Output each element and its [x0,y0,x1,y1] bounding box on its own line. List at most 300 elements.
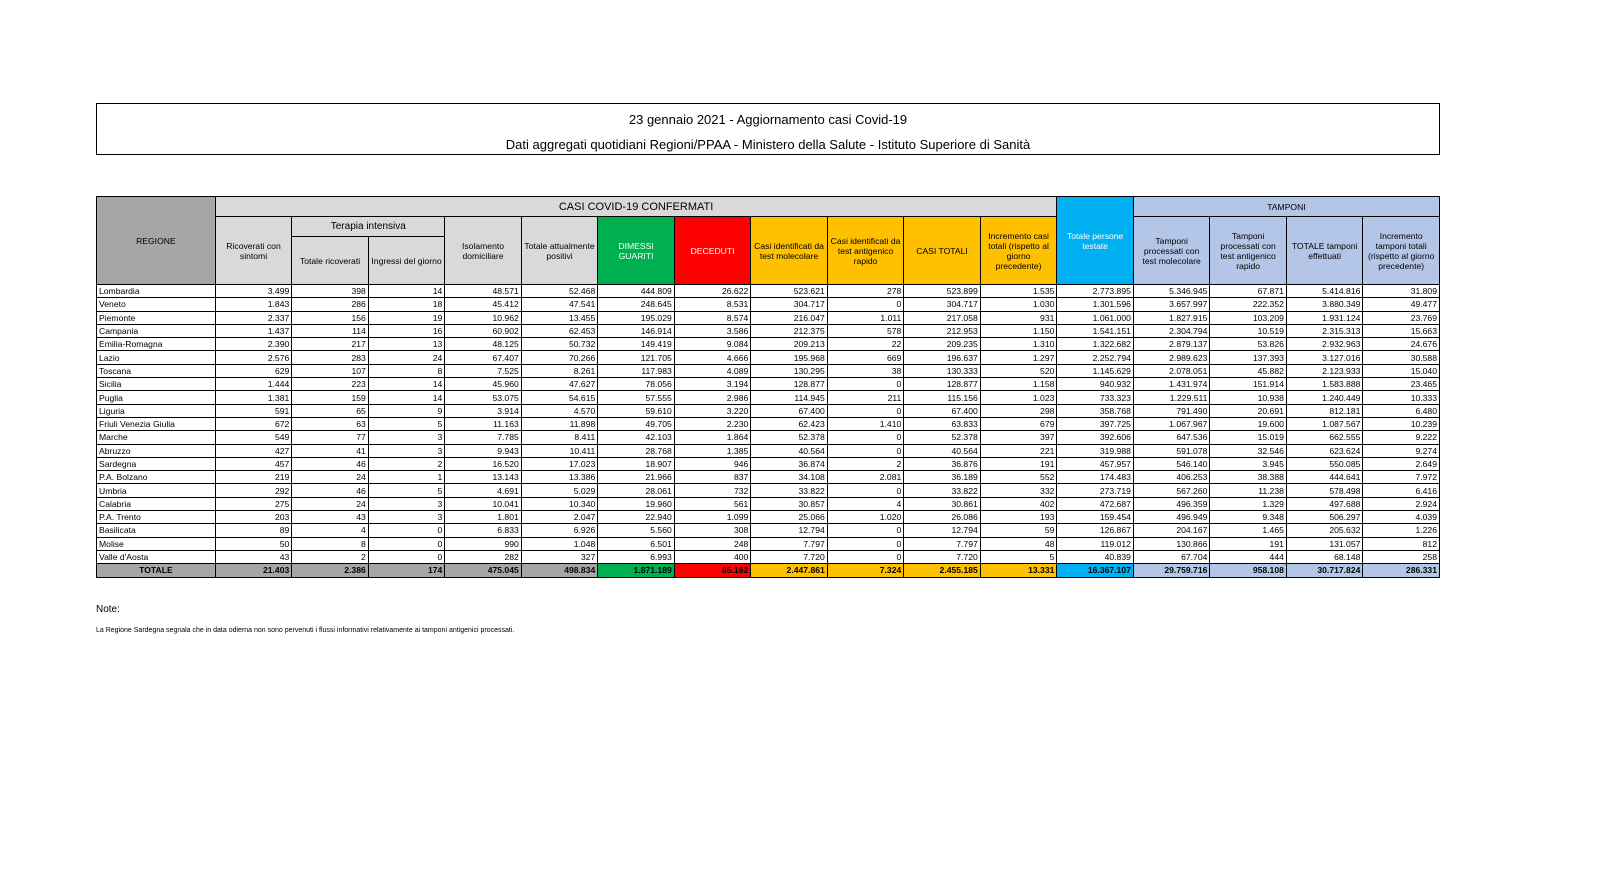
table-row [97,497,1440,510]
table-cell: 0 [368,537,445,550]
region-name: Liguria [97,404,216,417]
table-cell: 10.340 [521,497,598,510]
table-cell: 506.297 [1286,511,1363,524]
table-cell: 1.864 [674,431,751,444]
table-cell: 217 [292,338,369,351]
table-cell: 2 [368,457,445,470]
table-cell: 45.882 [1210,364,1287,377]
table-cell: 22.940 [598,511,675,524]
table-cell: 19.600 [1210,417,1287,430]
table-row [97,298,1440,311]
table-cell: 1.329 [1210,497,1287,510]
table-cell: 5.560 [598,524,675,537]
table-cell: 292 [215,484,292,497]
table-cell: 103.209 [1210,311,1287,324]
table-cell: 13.455 [521,311,598,324]
table-cell: 1.583.888 [1286,378,1363,391]
table-cell: 4.570 [521,404,598,417]
table-cell: 115.156 [904,391,981,404]
report-title: 23 gennaio 2021 - Aggiornamento casi Covid-19 [628,112,908,127]
table-cell: 940.932 [1057,378,1134,391]
total-cell: 16.367.107 [1057,564,1134,577]
table-cell: 623.624 [1286,444,1363,457]
table-cell: 2.337 [215,311,292,324]
region-name: Campania [97,324,216,337]
table-cell: 48 [980,537,1057,550]
table-cell: 457.957 [1057,457,1134,470]
table-cell: 1.048 [521,537,598,550]
col-casi-molecolare: Casi identificati da test molecolare [751,217,828,285]
table-cell: 2.230 [674,417,751,430]
table-cell: 21.966 [598,471,675,484]
table-cell: 9 [368,404,445,417]
table-cell: 732 [674,484,751,497]
table-cell: 496.949 [1133,511,1210,524]
table-row [97,351,1440,364]
table-cell: 9.274 [1363,444,1440,457]
total-cell: 498.834 [521,564,598,577]
table-cell: 17.023 [521,457,598,470]
table-cell: 40.839 [1057,550,1134,563]
table-cell: 23.465 [1363,378,1440,391]
table-cell: 126.867 [1057,524,1134,537]
table-cell: 46 [292,484,369,497]
table-cell: 1.020 [827,511,904,524]
table-cell: 1.067.967 [1133,417,1210,430]
region-name: Piemonte [97,311,216,324]
table-cell: 47.627 [521,378,598,391]
table-cell: 3.127.016 [1286,351,1363,364]
table-cell: 31.809 [1363,285,1440,298]
table-cell: 59 [980,524,1057,537]
report-subtitle: Dati aggregati quotidiani Regioni/PPAA - Ministero della Salute - Istituto Superiore di Sanità [505,137,1031,152]
table-cell: 2 [292,550,369,563]
col-incremento-casi: Incremento casi totali (rispetto al giorno precedente) [980,217,1057,285]
table-cell: 191 [980,457,1057,470]
covid-cases-table [96,196,1440,578]
table-cell: 1.229.511 [1133,391,1210,404]
table-cell: 146.914 [598,324,675,337]
table-cell: 3.194 [674,378,751,391]
table-cell: 209.235 [904,338,981,351]
table-cell: 4.666 [674,351,751,364]
table-cell: 2.576 [215,351,292,364]
table-cell: 3.914 [445,404,522,417]
table-cell: 223 [292,378,369,391]
table-cell: 70.266 [521,351,598,364]
table-cell: 7.797 [904,537,981,550]
table-cell: 520 [980,364,1057,377]
table-cell: 1.158 [980,378,1057,391]
table-cell: 36.876 [904,457,981,470]
table-cell: 117.983 [598,364,675,377]
table-cell: 28.768 [598,444,675,457]
table-cell: 1.310 [980,338,1057,351]
region-name: Toscana [97,364,216,377]
table-cell: 9.084 [674,338,751,351]
table-cell: 1.801 [445,511,522,524]
table-cell: 6.480 [1363,404,1440,417]
table-cell: 43 [215,550,292,563]
table-cell: 791.490 [1133,404,1210,417]
table-row [97,511,1440,524]
table-cell: 23.769 [1363,311,1440,324]
table-cell: 77 [292,431,369,444]
table-row [97,457,1440,470]
col-persone-testate: Totale persone testate [1057,197,1134,285]
table-cell: 0 [368,524,445,537]
region-name: Abruzzo [97,444,216,457]
table-cell: 15.040 [1363,364,1440,377]
table-cell: 402 [980,497,1057,510]
table-cell: 273.719 [1057,484,1134,497]
table-cell: 25.066 [751,511,828,524]
table-cell: 9.222 [1363,431,1440,444]
table-cell: 18.907 [598,457,675,470]
table-row [97,550,1440,563]
table-cell: 193 [980,511,1057,524]
col-tamponi-totale: TOTALE tamponi effettuati [1286,217,1363,285]
table-cell: 89 [215,524,292,537]
table-cell: 1.431.974 [1133,378,1210,391]
table-cell: 3 [368,444,445,457]
table-cell: 47.541 [521,298,598,311]
table-cell: 45.412 [445,298,522,311]
region-name: P.A. Bolzano [97,471,216,484]
table-cell: 552 [980,471,1057,484]
table-cell: 4.089 [674,364,751,377]
table-cell: 0 [827,484,904,497]
table-cell: 549 [215,431,292,444]
table-cell: 30.588 [1363,351,1440,364]
table-cell: 216.047 [751,311,828,324]
table-cell: 319.988 [1057,444,1134,457]
col-dimessi-guariti: DIMESSI GUARITI [598,217,675,285]
table-cell: 286 [292,298,369,311]
table-cell: 7.525 [445,364,522,377]
table-row [97,444,1440,457]
table-cell: 1.011 [827,311,904,324]
table-cell: 6.416 [1363,484,1440,497]
table-cell: 38 [827,364,904,377]
col-ti-ingressi: Ingressi del giorno [368,237,445,285]
table-cell: 304.717 [904,298,981,311]
table-cell: 8 [368,364,445,377]
table-cell: 46 [292,457,369,470]
table-cell: 16.520 [445,457,522,470]
table-cell: 629 [215,364,292,377]
table-cell: 398 [292,285,369,298]
table-cell: 5 [368,417,445,430]
table-cell: 54.615 [521,391,598,404]
table-cell: 42.103 [598,431,675,444]
table-cell: 221 [980,444,1057,457]
table-cell: 5.029 [521,484,598,497]
table-cell: 222.352 [1210,298,1287,311]
table-cell: 30.861 [904,497,981,510]
group-tamponi: TAMPONI [1133,197,1439,217]
table-cell: 5 [368,484,445,497]
table-cell: 13.143 [445,471,522,484]
table-cell: 7.720 [751,550,828,563]
table-cell: 26.086 [904,511,981,524]
table-cell: 10.239 [1363,417,1440,430]
table-cell: 523.621 [751,285,828,298]
table-cell: 4 [292,524,369,537]
region-name: Marche [97,431,216,444]
table-cell: 211 [827,391,904,404]
table-cell: 159.454 [1057,511,1134,524]
table-cell: 1.145.629 [1057,364,1134,377]
table-cell: 212.953 [904,324,981,337]
table-cell: 57.555 [598,391,675,404]
table-cell: 62.423 [751,417,828,430]
table-cell: 4 [827,497,904,510]
table-cell: 457 [215,457,292,470]
table-cell: 151.914 [1210,378,1287,391]
table-cell: 591.078 [1133,444,1210,457]
total-row [97,564,1440,577]
table-cell: 26.622 [674,285,751,298]
table-cell: 672 [215,417,292,430]
table-cell: 2.390 [215,338,292,351]
table-cell: 400 [674,550,751,563]
table-cell: 946 [674,457,751,470]
table-cell: 10.519 [1210,324,1287,337]
table-row [97,417,1440,430]
table-cell: 2.924 [1363,497,1440,510]
table-cell: 24 [292,471,369,484]
table-cell: 67.407 [445,351,522,364]
table-cell: 30.857 [751,497,828,510]
table-cell: 0 [827,298,904,311]
table-cell: 48.125 [445,338,522,351]
table-cell: 41 [292,444,369,457]
table-cell: 15.019 [1210,431,1287,444]
table-cell: 2.989.623 [1133,351,1210,364]
table-cell: 45.960 [445,378,522,391]
table-row [97,285,1440,298]
group-terapia-intensiva: Terapia intensiva [292,217,445,237]
table-cell: 1.297 [980,351,1057,364]
table-cell: 174.483 [1057,471,1134,484]
table-cell: 561 [674,497,751,510]
table-cell: 14 [368,391,445,404]
table-cell: 0 [827,537,904,550]
table-cell: 119.012 [1057,537,1134,550]
table-cell: 130.295 [751,364,828,377]
table-row [97,311,1440,324]
table-cell: 327 [521,550,598,563]
table-cell: 128.877 [751,378,828,391]
table-cell: 53.075 [445,391,522,404]
total-cell: 2.447.861 [751,564,828,577]
table-cell: 2.081 [827,471,904,484]
table-cell: 212.375 [751,324,828,337]
table-cell: 358.768 [1057,404,1134,417]
table-cell: 1.150 [980,324,1057,337]
table-cell: 9.943 [445,444,522,457]
total-cell: 174 [368,564,445,577]
table-cell: 1.226 [1363,524,1440,537]
table-cell: 209.213 [751,338,828,351]
table-cell: 217.058 [904,311,981,324]
table-cell: 444 [1210,550,1287,563]
table-cell: 6.993 [598,550,675,563]
table-cell: 472.687 [1057,497,1134,510]
table-cell: 567.260 [1133,484,1210,497]
table-row [97,484,1440,497]
table-cell: 733.323 [1057,391,1134,404]
table-cell: 0 [827,444,904,457]
table-cell: 304.717 [751,298,828,311]
total-cell: 475.045 [445,564,522,577]
table-cell: 15.663 [1363,324,1440,337]
total-cell: 2.455.185 [904,564,981,577]
table-cell: 114.945 [751,391,828,404]
table-cell: 283 [292,351,369,364]
table-cell: 130.866 [1133,537,1210,550]
table-cell: 38.388 [1210,471,1287,484]
table-cell: 59.610 [598,404,675,417]
table-row [97,471,1440,484]
table-cell: 2.315.313 [1286,324,1363,337]
table-cell: 931 [980,311,1057,324]
table-cell: 11.898 [521,417,598,430]
table-cell: 1.465 [1210,524,1287,537]
total-cell: 2.386 [292,564,369,577]
table-cell: 9.348 [1210,511,1287,524]
table-cell: 52.468 [521,285,598,298]
table-cell: 128.877 [904,378,981,391]
table-cell: 159 [292,391,369,404]
col-tamponi-molecolare: Tamponi processati con test molecolare [1133,217,1210,285]
table-cell: 444.809 [598,285,675,298]
table-cell: 63.833 [904,417,981,430]
table-cell: 444.641 [1286,471,1363,484]
table-cell: 10.041 [445,497,522,510]
table-cell: 0 [827,378,904,391]
region-name: Lazio [97,351,216,364]
table-cell: 1.437 [215,324,292,337]
col-casi-antigenico: Casi identificati da test antigenico rapido [827,217,904,285]
table-cell: 63 [292,417,369,430]
table-cell: 3 [368,497,445,510]
table-cell: 1.535 [980,285,1057,298]
table-cell: 3 [368,511,445,524]
notes-label: Note: [96,604,120,615]
table-cell: 65 [292,404,369,417]
table-cell: 36.874 [751,457,828,470]
group-casi-confermati: CASI COVID-19 CONFERMATI [215,197,1057,217]
total-cell: 13.331 [980,564,1057,577]
table-cell: 275 [215,497,292,510]
table-cell: 11.163 [445,417,522,430]
table-cell: 7.785 [445,431,522,444]
table-cell: 19 [368,311,445,324]
col-ricoverati: Ricoverati con sintomi [215,217,292,285]
table-cell: 67.400 [904,404,981,417]
table-cell: 49.477 [1363,298,1440,311]
table-cell: 2.252.794 [1057,351,1134,364]
table-cell: 812.181 [1286,404,1363,417]
table-cell: 52.378 [751,431,828,444]
table-cell: 67.400 [751,404,828,417]
table-cell: 406.253 [1133,471,1210,484]
table-row [97,378,1440,391]
table-cell: 68.148 [1286,550,1363,563]
total-cell: 7.324 [827,564,904,577]
table-cell: 67.871 [1210,285,1287,298]
table-cell: 278 [827,285,904,298]
table-cell: 6.833 [445,524,522,537]
table-cell: 0 [827,431,904,444]
region-name: Puglia [97,391,216,404]
table-cell: 990 [445,537,522,550]
table-cell: 195.029 [598,311,675,324]
region-name: Emilia-Romagna [97,338,216,351]
total-label: TOTALE [97,564,216,577]
table-row [97,431,1440,444]
table-cell: 14 [368,378,445,391]
table-cell: 2.932.963 [1286,338,1363,351]
col-tamponi-incremento: Incremento tamponi totali (rispetto al giorno precedente) [1363,217,1440,285]
table-cell: 8 [292,537,369,550]
table-cell: 34.108 [751,471,828,484]
table-cell: 191 [1210,537,1287,550]
table-cell: 1.322.682 [1057,338,1134,351]
table-cell: 1.827.915 [1133,311,1210,324]
region-name: Veneto [97,298,216,311]
table-cell: 149.419 [598,338,675,351]
table-cell: 7.972 [1363,471,1440,484]
table-cell: 36.189 [904,471,981,484]
table-row [97,324,1440,337]
table-cell: 2.986 [674,391,751,404]
table-cell: 33.822 [904,484,981,497]
table-cell: 1.087.567 [1286,417,1363,430]
table-cell: 195.968 [751,351,828,364]
region-name: Molise [97,537,216,550]
region-name: Friuli Venezia Giulia [97,417,216,430]
table-cell: 546.140 [1133,457,1210,470]
table-cell: 24 [292,497,369,510]
table-cell: 1.030 [980,298,1057,311]
col-attualmente-positivi: Totale attualmente positivi [521,217,598,285]
table-cell: 48.571 [445,285,522,298]
table-cell: 28.061 [598,484,675,497]
table-cell: 812 [1363,537,1440,550]
notes-text: La Regione Sardegna segnala che in data odierna non sono pervenuti i flussi informativi relativamente ai tamponi antigenici processati. [96,627,515,634]
table-cell: 496.359 [1133,497,1210,510]
table-cell: 19.960 [598,497,675,510]
table-cell: 50 [215,537,292,550]
total-cell: 29.759.716 [1133,564,1210,577]
table-cell: 3.657.997 [1133,298,1210,311]
table-cell: 4.691 [445,484,522,497]
table-cell: 7.720 [904,550,981,563]
table-cell: 5.414.816 [1286,285,1363,298]
table-cell: 4.039 [1363,511,1440,524]
table-cell: 1.410 [827,417,904,430]
table-cell: 8.531 [674,298,751,311]
region-name: Sardegna [97,457,216,470]
total-cell: 85.162 [674,564,751,577]
col-deceduti: DECEDUTI [674,217,751,285]
table-cell: 50.732 [521,338,598,351]
table-cell: 12.794 [751,524,828,537]
table-cell: 131.057 [1286,537,1363,550]
